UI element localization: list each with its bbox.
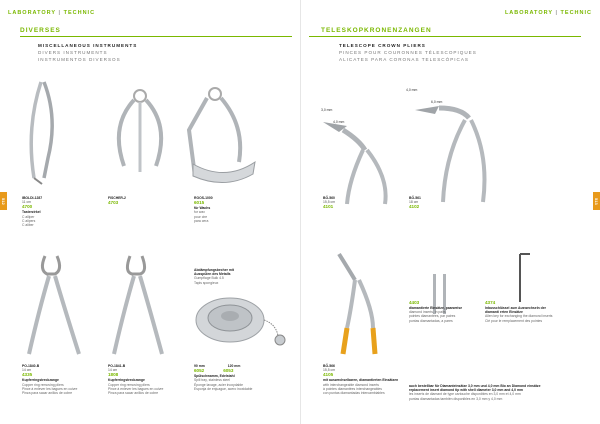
footnote-line: auch bestellbar für Diamanteinsätze 3,0 mm und 4,0 mm Bio an Diamond einsätze bbox=[409, 384, 541, 388]
subtitle-en: MISCELLANEOUS INSTRUMENTS bbox=[38, 43, 138, 48]
product-number: 1808 bbox=[108, 372, 119, 378]
product-desc: Copper ring removing pliers bbox=[108, 382, 150, 387]
product-block bbox=[22, 364, 77, 395]
subtitle-es: ALICATES PARA CORONAS TELESCÓPICAS bbox=[339, 57, 469, 62]
footnote-line: les inserts de diamant de type cartouche disponibles en 3,0 mm et 4,0 mm bbox=[409, 392, 521, 397]
product-block bbox=[323, 196, 335, 210]
subtitle-fr: DIVERS INSTRUMENTS bbox=[38, 50, 108, 55]
page-header bbox=[8, 10, 95, 16]
page-number: 513 bbox=[593, 192, 600, 210]
product-desc: for wax bbox=[194, 210, 205, 215]
product-block bbox=[194, 364, 294, 391]
footnote-line: puntas diamantadas también disponibles en 3,0 mm y 4,0 mm bbox=[409, 396, 503, 401]
product-block bbox=[323, 364, 407, 395]
product-block bbox=[108, 196, 126, 206]
product-desc: Pinza para sacar anillos de cobre bbox=[108, 391, 159, 396]
product-desc: Pince à enlever les bagues en cuivre bbox=[22, 386, 78, 391]
section-title: TELESKOPKRONENZANGEN bbox=[321, 27, 432, 34]
product-desc: C alipers bbox=[22, 218, 36, 223]
product-desc: C alliper bbox=[22, 214, 35, 219]
header-part1: LABORATORY bbox=[8, 10, 56, 16]
product-number: 4703 bbox=[108, 200, 119, 206]
product-size: 18 cm bbox=[409, 200, 419, 205]
product-desc: pour cire bbox=[194, 214, 208, 219]
copper-ring-pliers-image bbox=[25, 250, 85, 360]
caliper-gauge-image bbox=[185, 86, 265, 190]
product-number: 4335 bbox=[22, 372, 33, 378]
product-number: 4700 bbox=[22, 204, 33, 210]
dim-label: 4,0 mm bbox=[406, 88, 418, 92]
subtitle-es: INSTRUMENTOS DIVERSOS bbox=[38, 57, 121, 62]
header-part2: TECHNIC bbox=[63, 10, 96, 16]
subtitle-en: TELESCOPE CROWN PLIERS bbox=[339, 43, 426, 48]
tray-dim: 120 mm bbox=[227, 364, 241, 368]
subtitle-fr: PINCES POUR COURONNES TÉLESCOPIQUES bbox=[339, 50, 477, 55]
crown-pliers-image bbox=[319, 100, 399, 210]
caliper-tweezers-image bbox=[18, 78, 64, 190]
page-header bbox=[505, 10, 592, 16]
product-desc: Éponge lavage, acier inoxydable bbox=[194, 382, 244, 387]
tray-dim: 90 mm bbox=[194, 364, 205, 368]
product-desc: puntas diamantadas, a pares bbox=[409, 318, 453, 323]
product-desc: Spülschwamm, Edelstahl bbox=[194, 374, 235, 379]
product-size: 15,5 cm bbox=[323, 368, 336, 373]
product-desc: pointes diamantées, par paires bbox=[409, 314, 456, 319]
tray-note-line: Ausspülen des Metalls bbox=[194, 272, 231, 277]
product-block bbox=[409, 300, 479, 323]
product-desc: à pointes diamantées interchangeables bbox=[323, 386, 383, 391]
product-desc: with interchangeable diamond inserts bbox=[323, 382, 379, 387]
product-number: 4101 bbox=[323, 204, 334, 210]
product-code: PO-1841-B bbox=[108, 364, 126, 368]
right-page bbox=[300, 0, 600, 424]
product-desc: diamond inserts, in pairs bbox=[409, 310, 446, 315]
product-code: BÖ-566 bbox=[323, 364, 335, 368]
product-desc: para cera bbox=[194, 218, 209, 223]
product-number: 4105 bbox=[323, 372, 334, 378]
product-block bbox=[108, 364, 163, 395]
tray-note-line: Gumpflage Bulk 4.5 bbox=[194, 276, 224, 281]
product-desc: Clé pour le remplacement des pointes bbox=[485, 318, 543, 323]
product-code: BÖ-560 bbox=[323, 196, 335, 200]
crown-pliers-image bbox=[409, 86, 499, 206]
header-part2: TECHNIC bbox=[560, 10, 592, 16]
product-block bbox=[22, 196, 42, 227]
crown-pliers-gold-image bbox=[329, 250, 399, 360]
product-desc: Pinza para sacar anillos de cobre bbox=[22, 391, 73, 396]
product-number: 4374 bbox=[485, 300, 496, 305]
footnote-line: replacement insert diamond tip with shell diameter 3,0 mm and 4,0 mm bbox=[409, 388, 523, 393]
product-desc: Esponja de enjuague, acero inoxidable bbox=[194, 386, 253, 391]
dim-label: 3,0 mm bbox=[321, 108, 333, 112]
product-desc: C aliber bbox=[22, 223, 34, 228]
product-desc: Copper ring removing pliers bbox=[22, 382, 64, 387]
product-desc: Allen key for exchanging the diamond inserts bbox=[485, 314, 553, 319]
product-size: 14 cm bbox=[22, 368, 32, 373]
product-desc: Tasterzirkel bbox=[22, 210, 41, 215]
product-block bbox=[485, 300, 585, 323]
product-number: 6015 bbox=[194, 200, 205, 206]
section-title: DIVERSES bbox=[20, 27, 61, 34]
product-size: 14 cm bbox=[108, 368, 118, 373]
section-rule bbox=[309, 36, 581, 37]
product-desc: diamanti erten Einsätze bbox=[485, 310, 523, 315]
product-number: 6052 bbox=[194, 368, 205, 374]
copper-ring-pliers-image bbox=[108, 250, 168, 360]
spill-tray-image bbox=[192, 290, 292, 360]
wax-caliper-image bbox=[100, 86, 180, 186]
product-size: 11 cm bbox=[22, 200, 31, 205]
product-desc: Kupferringstreckzange bbox=[108, 378, 145, 383]
product-code: FISCHER-2 bbox=[108, 196, 126, 200]
product-number: 4403 bbox=[409, 300, 420, 305]
product-code: ROOS-1000 bbox=[194, 196, 213, 200]
header-sep: | bbox=[555, 10, 559, 16]
product-desc: Kupferringstreckzange bbox=[22, 378, 59, 383]
product-number: 4102 bbox=[409, 204, 420, 210]
product-number: 6053 bbox=[223, 368, 234, 374]
footnote bbox=[409, 384, 589, 401]
product-code: IBOLDI-1287 bbox=[22, 196, 43, 200]
product-block bbox=[194, 196, 213, 223]
dim-label: 6,0 mm bbox=[431, 100, 443, 104]
product-desc: con puntas diamantadas intercambiables bbox=[323, 391, 385, 396]
product-desc: Inbusschlüssel zum Auswechseln der bbox=[485, 306, 546, 310]
tray-note-line: Tapis spongieux bbox=[194, 280, 219, 285]
header-sep: | bbox=[58, 10, 62, 16]
dim-label: 4,0 mm bbox=[333, 120, 345, 124]
product-code: BÖ-561 bbox=[409, 196, 421, 200]
product-size: 15,5 cm bbox=[323, 200, 336, 205]
page-number: 512 bbox=[0, 192, 7, 210]
product-desc: Spill tray, stainless steel bbox=[194, 378, 230, 383]
product-desc: Pince à enlever les bagues en cuivre bbox=[108, 386, 164, 391]
product-code: PO-1840-B bbox=[22, 364, 40, 368]
product-desc: diamantierte Einsätze, paarweise bbox=[409, 306, 463, 310]
section-rule bbox=[20, 36, 292, 37]
header-part1: LABORATORY bbox=[504, 10, 553, 16]
product-block bbox=[409, 196, 421, 210]
product-desc: mit auswechselbaren, diamantierten Einsätzen bbox=[323, 378, 399, 383]
tray-note-line: Abdämpfungsbecher mit bbox=[194, 268, 234, 272]
product-desc: für Wachs bbox=[194, 206, 211, 211]
tray-note bbox=[194, 268, 234, 285]
